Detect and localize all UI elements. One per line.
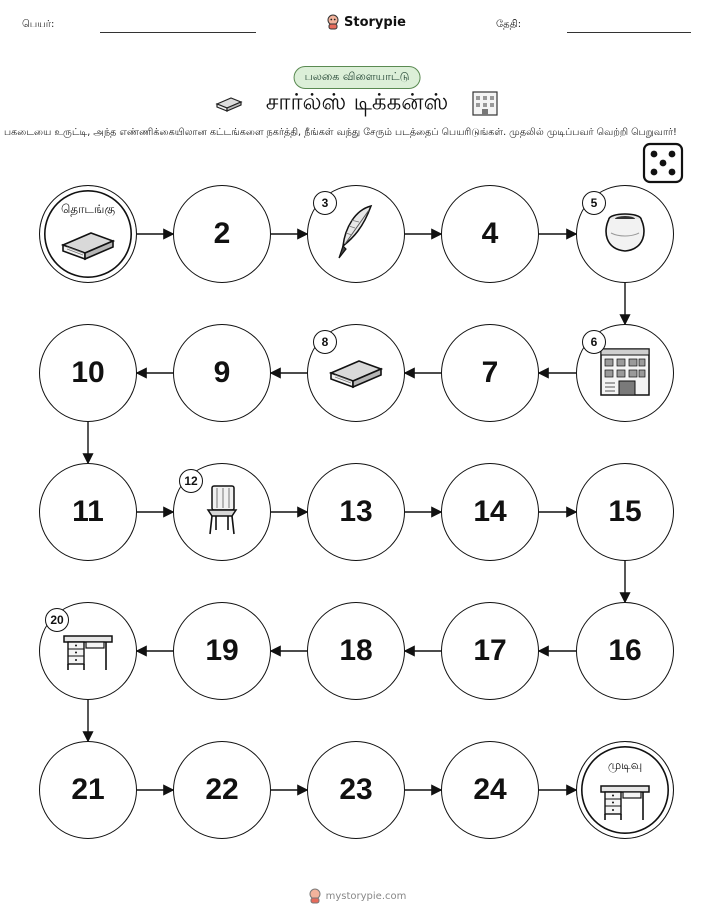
board-space-18[interactable] — [307, 602, 405, 700]
ink-pot-icon — [599, 209, 651, 259]
board-space-23[interactable] — [307, 741, 405, 839]
space-number-badge: 8 — [313, 330, 337, 354]
board-space-11[interactable] — [39, 463, 137, 561]
space-number: 11 — [72, 495, 104, 528]
book-icon — [327, 351, 385, 395]
board-space-22[interactable] — [173, 741, 271, 839]
board-space-19[interactable] — [173, 602, 271, 700]
building-icon — [595, 343, 655, 403]
space-number: 21 — [71, 773, 105, 806]
board-space-2[interactable] — [173, 185, 271, 283]
board-space-1[interactable] — [39, 185, 137, 283]
footer-url[interactable]: mystorypie.com — [325, 890, 407, 902]
board-space-17[interactable] — [441, 602, 539, 700]
date-label: தேதி: — [496, 19, 522, 30]
space-number-badge: 5 — [582, 191, 606, 215]
space-number: 24 — [473, 773, 507, 806]
board-space-6[interactable] — [576, 324, 674, 422]
space-number: 9 — [213, 356, 231, 389]
space-number: 7 — [481, 356, 499, 389]
desk-icon — [60, 626, 116, 676]
board-space-5[interactable] — [576, 185, 674, 283]
space-number: 15 — [608, 495, 642, 528]
space-number: 22 — [205, 773, 239, 806]
space-number: 4 — [481, 217, 499, 250]
board-space-25[interactable] — [576, 741, 674, 839]
board-space-10[interactable] — [39, 324, 137, 422]
desk-icon — [597, 776, 653, 826]
quill-pen-icon — [333, 202, 379, 266]
board-space-14[interactable] — [441, 463, 539, 561]
chair-icon — [202, 482, 242, 542]
space-number-badge: 20 — [45, 608, 69, 632]
board-space-13[interactable] — [307, 463, 405, 561]
board-space-24[interactable] — [441, 741, 539, 839]
space-number: 14 — [473, 495, 507, 528]
space-number: 13 — [339, 495, 373, 528]
space-number: 19 — [205, 634, 239, 667]
space-number: 16 — [608, 634, 642, 667]
board-space-3[interactable] — [307, 185, 405, 283]
brand-name: Storypie — [344, 14, 406, 30]
space-number: 23 — [339, 773, 373, 806]
start-label: தொடங்கு — [60, 202, 116, 216]
name-label: பெயர்: — [22, 19, 55, 30]
book-icon — [59, 223, 117, 267]
space-number: 18 — [339, 634, 373, 667]
space-number: 10 — [71, 356, 105, 389]
space-number-badge: 6 — [582, 330, 606, 354]
space-number-badge: 12 — [179, 469, 203, 493]
space-number-badge: 3 — [313, 191, 337, 215]
board-space-12[interactable] — [173, 463, 271, 561]
end-label: முடிவு — [607, 758, 643, 772]
game-type-badge: பலகை விளையாட்டு — [294, 66, 421, 89]
board-space-16[interactable] — [576, 602, 674, 700]
board-space-15[interactable] — [576, 463, 674, 561]
storypie-mascot-icon — [308, 888, 322, 904]
board-space-21[interactable] — [39, 741, 137, 839]
board-space-9[interactable] — [173, 324, 271, 422]
footer — [0, 888, 714, 904]
instructions: பகடையை உருட்டி, அந்த எண்ணிக்கையிலான கட்டங்களை நகர்த்தி, நீங்கள் வந்து சேரும் படத்தைப் பெயரிடுங்கள். முதலில் முடிப்பவர் வெற்றி பெறுவார்! — [4, 127, 677, 138]
board-space-4[interactable] — [441, 185, 539, 283]
board-space-8[interactable] — [307, 324, 405, 422]
board-space-7[interactable] — [441, 324, 539, 422]
space-number: 2 — [213, 217, 231, 250]
space-number: 17 — [473, 634, 507, 667]
title-text: சார்ல்ஸ் டிக்கன்ஸ் — [265, 89, 449, 116]
board-space-20[interactable] — [39, 602, 137, 700]
